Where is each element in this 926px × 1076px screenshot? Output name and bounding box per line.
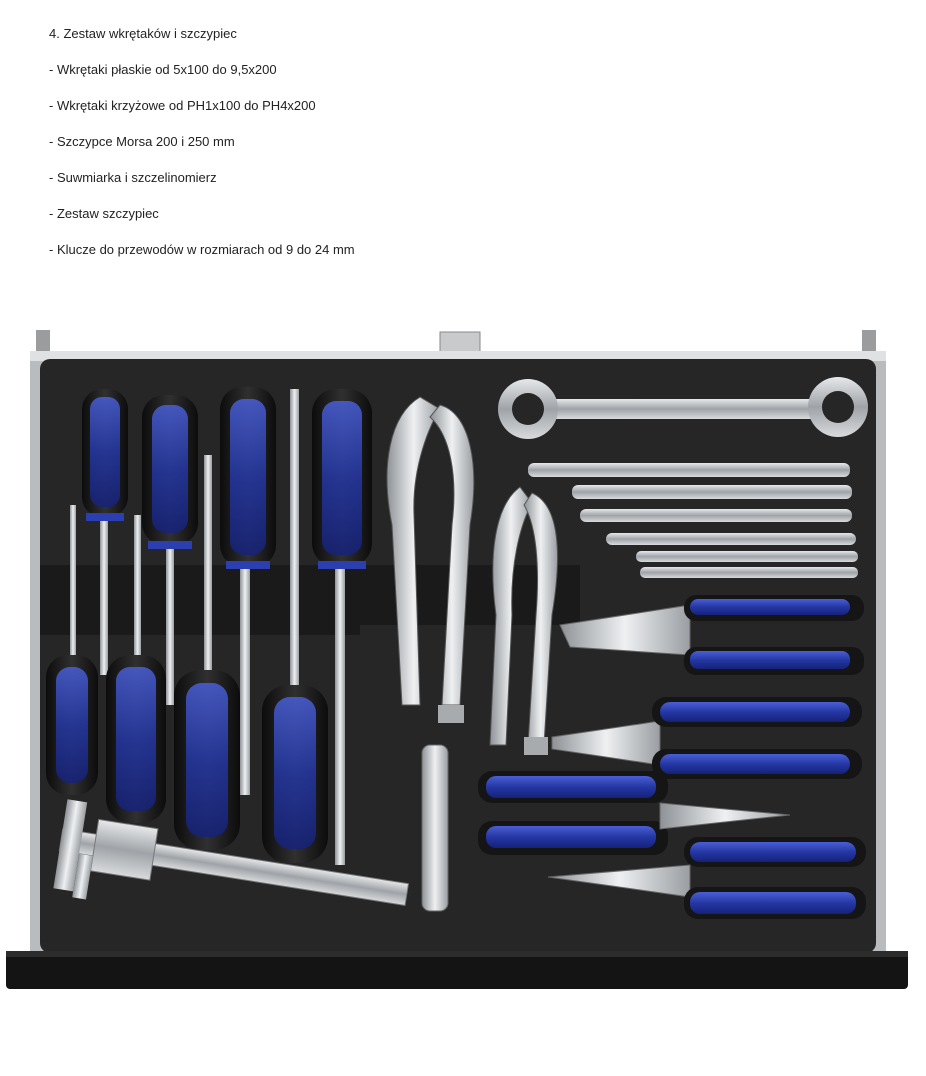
list-item: - Szczypce Morsa 200 i 250 mm xyxy=(49,134,235,149)
section-title: 4. Zestaw wkrętaków i szczypiec xyxy=(49,26,237,41)
list-item: - Klucze do przewodów w rozmiarach od 9 do 24 mm xyxy=(49,242,355,257)
tool-drawer-image xyxy=(0,325,926,1005)
list-item: - Wkrętaki płaskie od 5x100 do 9,5x200 xyxy=(49,62,277,77)
feeler-gauge xyxy=(422,745,448,911)
list-item: - Suwmiarka i szczelinomierz xyxy=(49,170,217,185)
list-item: - Zestaw szczypiec xyxy=(49,206,159,221)
list-item: - Wkrętaki krzyżowe od PH1x100 do PH4x200 xyxy=(49,98,316,113)
description xyxy=(49,26,355,278)
